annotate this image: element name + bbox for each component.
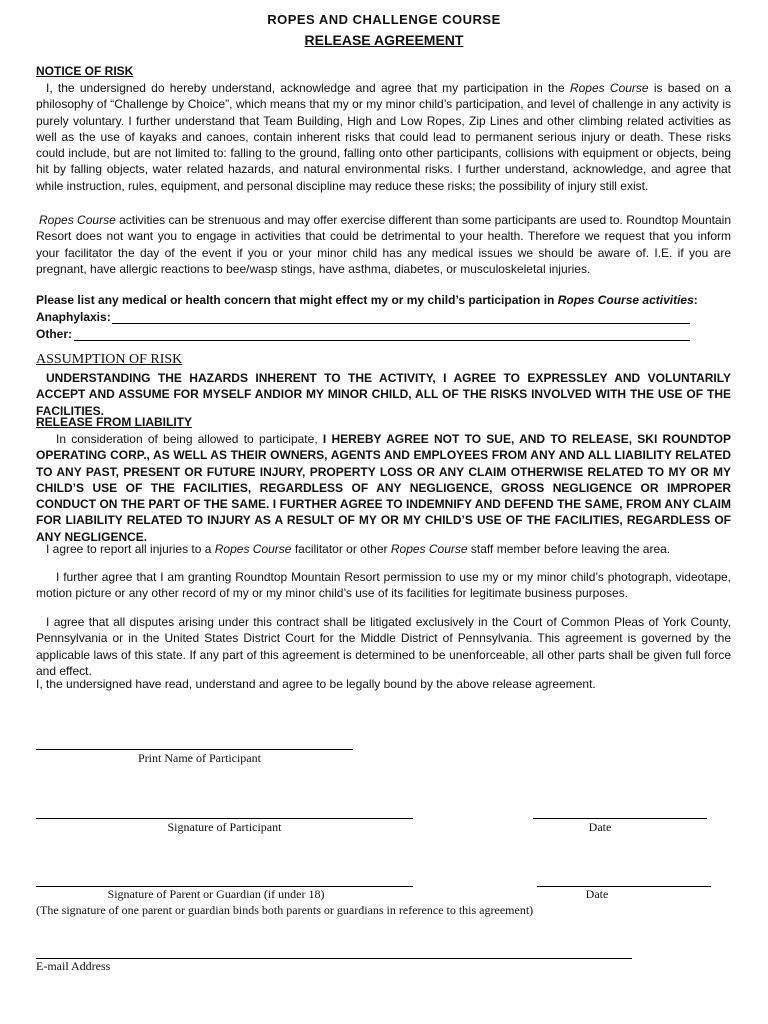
email-field[interactable] — [36, 944, 632, 959]
date-field-1[interactable] — [533, 804, 707, 819]
release-paragraph: In consideration of being allowed to participate, I HEREBY AGREE NOT TO SUE, AND TO RELEASE, SKI ROUNDTOP OPERATING CORP., AS WELL AS THEIR OWNERS, AGENTS AND EMPLOYEES FROM ANY AND ALL LIABILITY RELATED TO ANY PAST, PRESENT OR FUTURE INJURY, PROPERTY LOSS OR ANY CLAIM OTHERWISE RELATED TO MY OR MY CHILD’S USE OF THE FACILITIES, REGARDLESS OF ANY NEGLIGENCE, GROSS NEGLIGENCE OR IMPROPER CONDUCT ON THE PART OF THE SAME. I FURTHER AGREE TO INDEMNIFY AND DEFEND THE SAME, FROM ANY CLAIM FOR LIABILITY RELATED TO INJURY AS A RESULT OF MY OR MY CHILD’S USE OF THE FACILITIES, REGARDLESS OF ANY NEGLIGENCE. — [36, 432, 731, 544]
report-paragraph: I agree to report all injuries to a Ropes Course facilitator or other Ropes Course staff member before leaving the area. — [46, 542, 671, 556]
assumption-paragraph: UNDERSTANDING THE HAZARDS INHERENT TO THE ACTIVITY, I AGREE TO EXPRESSLEY AND VOLUNTARILY ACCEPT AND ASSUME FOR MYSELF ANDIOR MY MINOR CHILD, ALL OF THE RISKS INVOLVED WITH THE USE OF THE FACILITIES. — [36, 371, 731, 418]
date-label-1: Date — [588, 820, 612, 834]
anaphylaxis-field[interactable] — [112, 311, 690, 324]
disputes-paragraph: I agree that all disputes arising under this contract shall be litigated exclusively in the Court of Common Pleas of York County, Pennsylvania or in the United States District Court for the Middle District of Pennsylvania. This agreement is governed by the applicable laws of this state. If any part of this agreement is determined to be unenforceable, all other parts shall be given full force and effect. — [36, 615, 731, 678]
notice-paragraph: I, the undersigned do hereby understand, acknowledge and agree that my participation in the Ropes Course is based on a philosophy of “Challenge by Choice”, which means that my or my minor child’s participation, and level of challenge in any activity is purely voluntary. I further understand that Team Building, High and Low Ropes, Zip Lines and other climbing related activities as well as the use of kayaks and canoes, contain inherent risks that could lead to permanent serious injury or death. These risks could include, but are not limited to: falling to the ground, falling onto other participants, collisions with equipment or objects, being hit by falling objects, water related hazards, and natural environmental risks. I further understand, acknowledge, and agree that while instruction, rules, equipment, and personal discipline may reduce these risks; the possibility of injury still exist. — [36, 81, 732, 193]
document-title: RELEASE AGREEMENT — [304, 32, 464, 48]
other-label: Other: — [36, 327, 72, 341]
notice-heading: NOTICE OF RISK — [36, 64, 134, 78]
assumption-heading: ASSUMPTION OF RISK — [36, 352, 183, 367]
guardian-note: (The signature of one parent or guardian binds both parents or guardians in reference to this agreement) — [36, 903, 534, 917]
participant-signature-field[interactable] — [36, 804, 413, 819]
medical-prompt: Please list any medical or health concern that might effect my or my child’s participation in Ropes Course activities: — [36, 293, 698, 307]
email-label: E-mail Address — [36, 959, 111, 973]
date-label-2: Date — [585, 887, 609, 901]
guardian-signature-field[interactable] — [36, 872, 413, 887]
media-paragraph: I further agree that I am granting Roundtop Mountain Resort permission to use my or my minor child’s photograph, videotape, motion picture or any other record of my or my minor child’s use of its facilities for legitimate business purposes. — [36, 570, 731, 601]
participant-signature-label: Signature of Participant — [167, 820, 282, 834]
strenuous-paragraph: Ropes Course activities can be strenuous and may offer exercise different than some participants are used to. Roundtop Mountain Resort does not want you to engage in activities that could be detrimental to your health. Therefore we request that you inform your facilitator the day of the event if you or your minor child has any medical issues we should be aware of. I.E. if you are pregnant, have allergic reactions to bee/wasp stings, have asthma, diabetes, or musculoskeletal injuries. — [36, 213, 731, 276]
anaphylaxis-label: Anaphylaxis: — [36, 310, 111, 324]
print-name-label: Print Name of Participant — [138, 751, 261, 765]
course-title-clipped: ROPES AND CHALLENGE COURSE — [267, 12, 501, 27]
release-heading: RELEASE FROM LIABILITY — [36, 415, 192, 429]
acknowledge-paragraph: I, the undersigned have read, understand and agree to be legally bound by the above release agreement. — [36, 677, 596, 691]
print-name-field[interactable] — [36, 735, 353, 750]
guardian-signature-label: Signature of Parent or Guardian (if under 18) — [107, 887, 325, 901]
date-field-2[interactable] — [537, 872, 711, 887]
other-field[interactable] — [74, 328, 690, 341]
